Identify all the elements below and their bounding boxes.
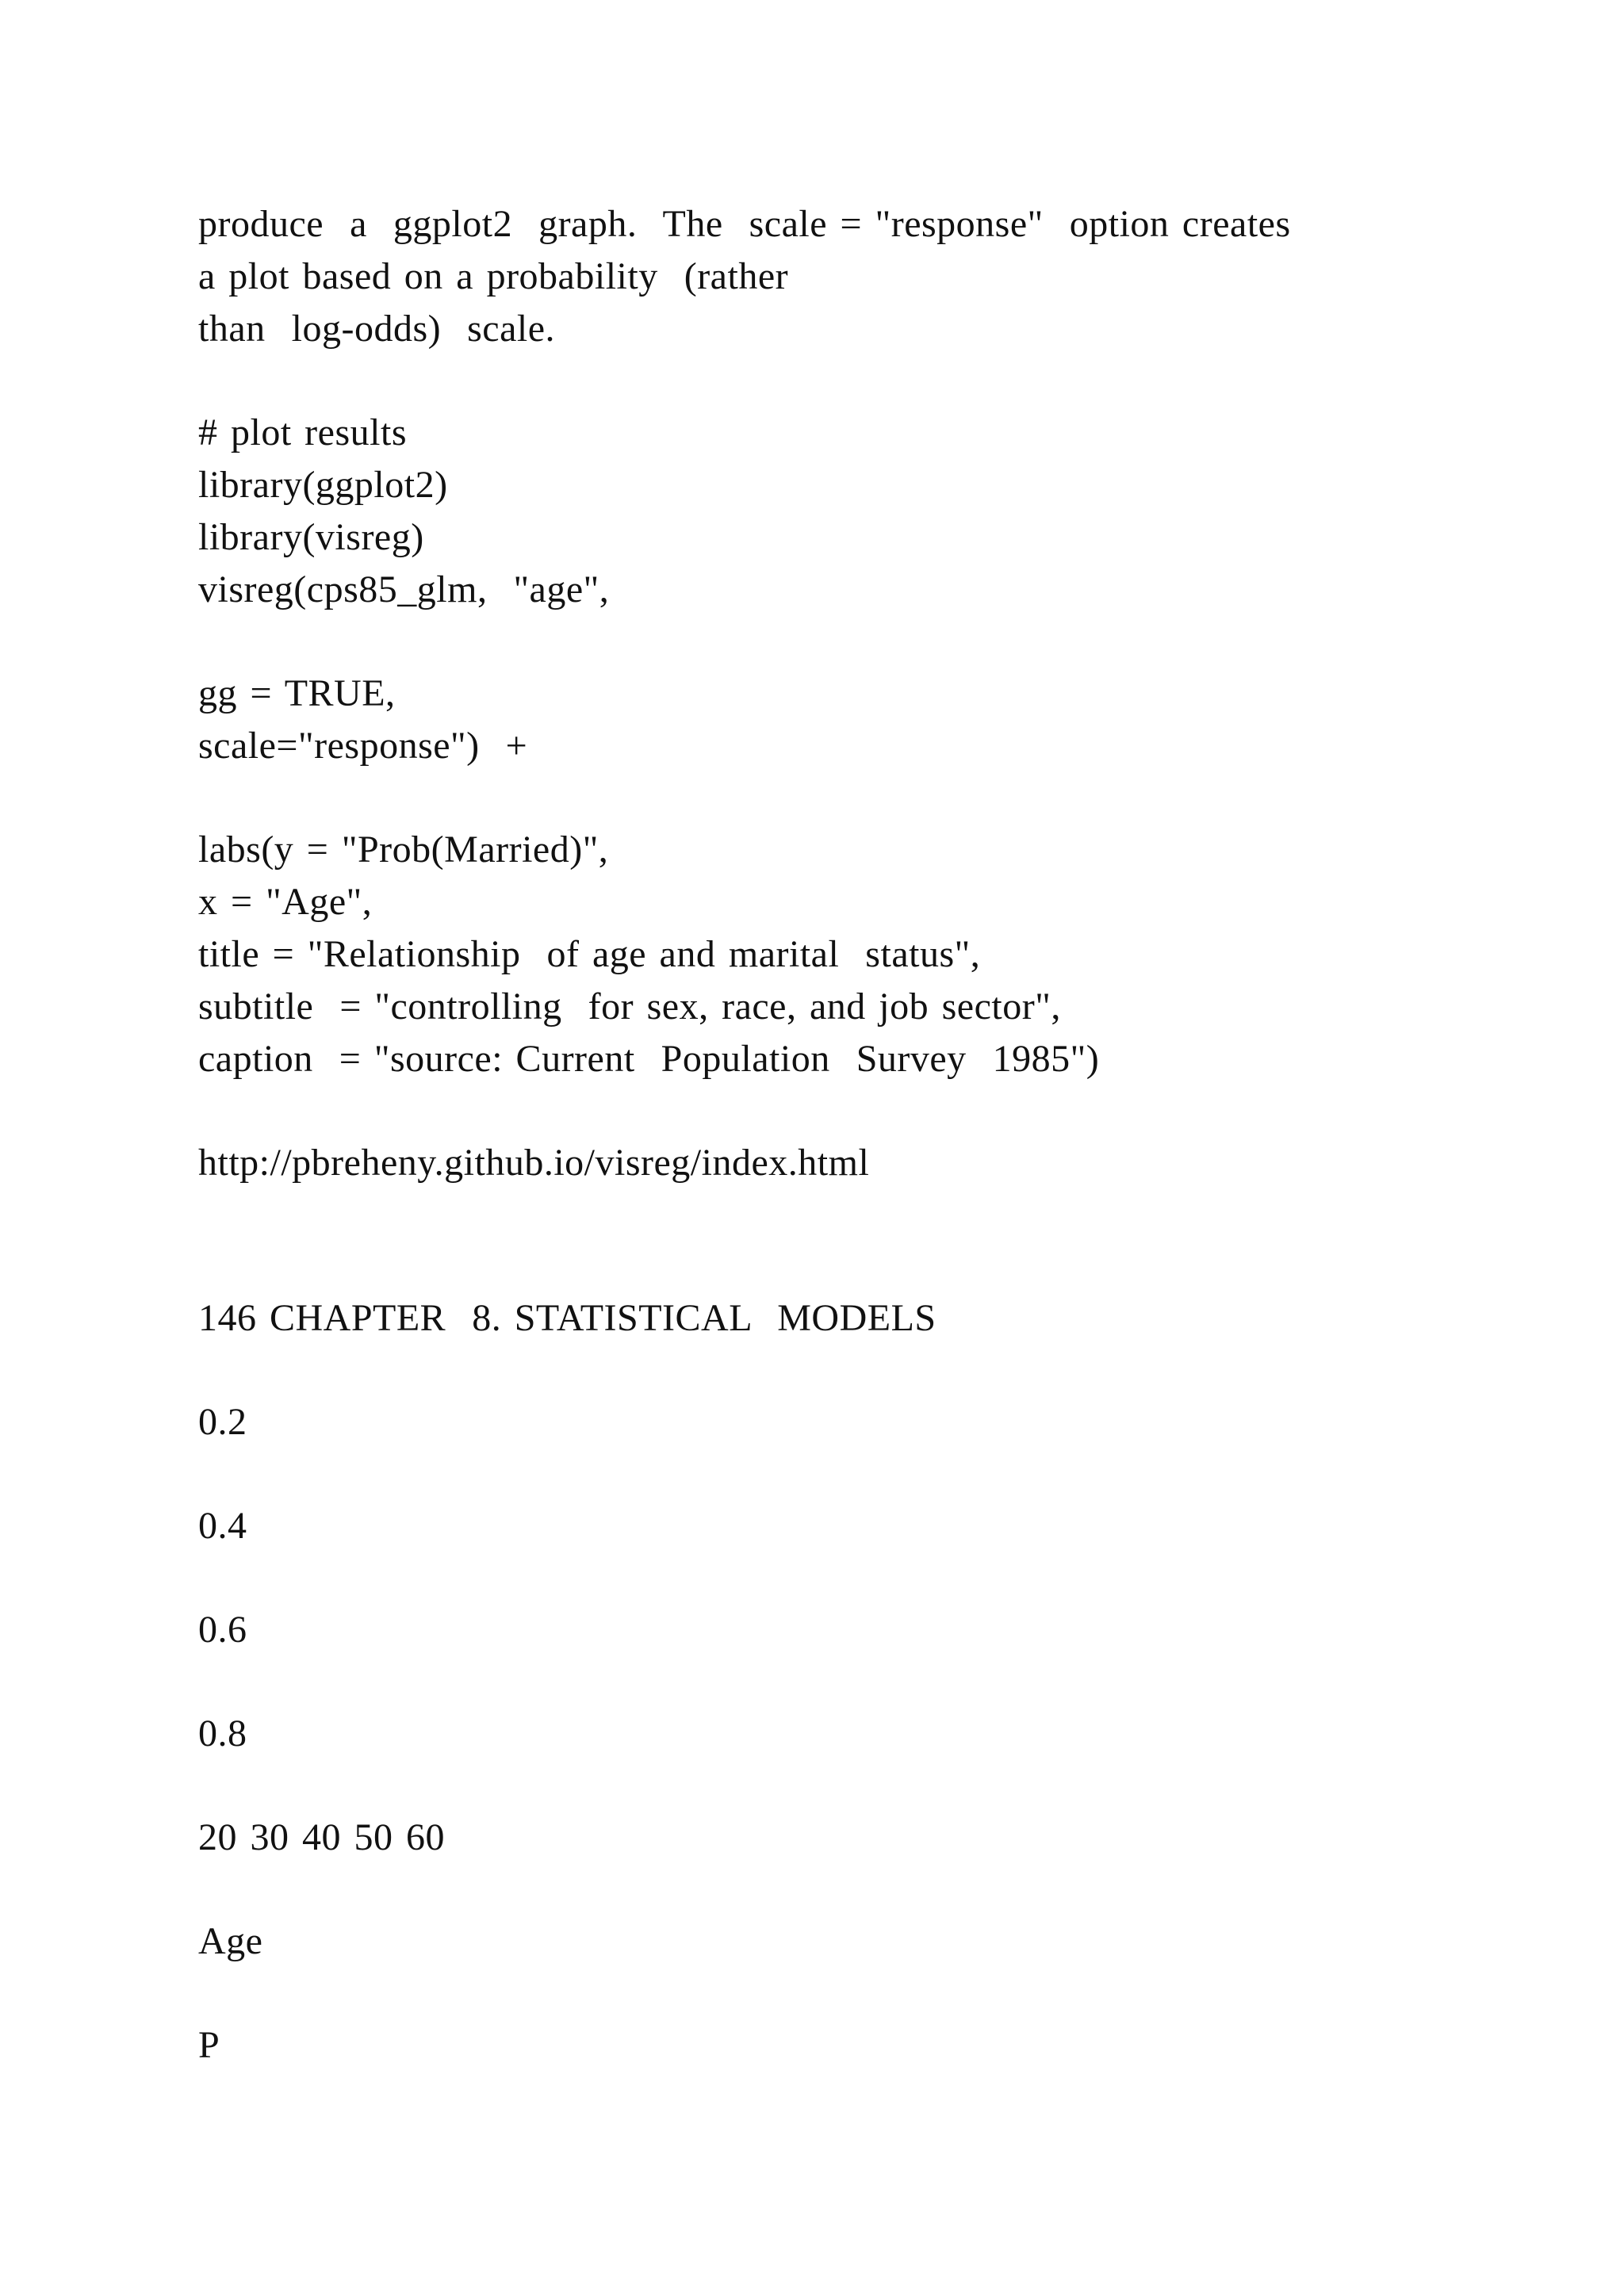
- paragraph-gap: [198, 1760, 1467, 1812]
- paragraph-gap: [198, 1656, 1467, 1708]
- axis-tick-label: 0.8: [198, 1712, 247, 1755]
- url-text: http://pbreheny.github.io/visreg/index.html: [198, 1142, 870, 1184]
- paragraph-gap: [198, 616, 1467, 668]
- paragraph-gap: [198, 1864, 1467, 1915]
- axis-tick-label: 0.6: [198, 1609, 247, 1651]
- code-line: scale="response") +: [198, 725, 528, 767]
- code-line: subtitle = "controlling for sex, race, and job sector",: [198, 985, 1061, 1027]
- axis-label: P: [198, 2024, 220, 2066]
- section-gap: [198, 1189, 1467, 1292]
- text-line: a plot based on a probability (rather: [198, 255, 789, 297]
- paragraph-gap: [198, 1968, 1467, 2019]
- paragraph-gap: [198, 1085, 1467, 1137]
- paragraph-gap: [198, 1448, 1467, 1500]
- code-line: visreg(cps85_glm, "age",: [198, 568, 610, 610]
- axis-tick-label: 0.2: [198, 1401, 247, 1443]
- axis-label: Age: [198, 1920, 263, 1962]
- axis-tick-label: 0.4: [198, 1505, 247, 1547]
- page-header: 146 CHAPTER 8. STATISTICAL MODELS: [198, 1297, 936, 1339]
- paragraph-gap: [198, 1552, 1467, 1604]
- code-line: gg = TRUE,: [198, 672, 396, 714]
- paragraph-gap: [198, 1345, 1467, 1396]
- code-line: caption = "source: Current Population Survey 1985"): [198, 1038, 1100, 1080]
- code-line: x = "Age",: [198, 881, 373, 923]
- code-comment: # plot results: [198, 411, 407, 453]
- code-line: labs(y = "Prob(Married)",: [198, 828, 609, 871]
- paragraph-gap: [198, 772, 1467, 824]
- code-line: library(visreg): [198, 516, 424, 558]
- code-line: library(ggplot2): [198, 464, 448, 506]
- paragraph-gap: [198, 355, 1467, 407]
- axis-tick-labels: 20 30 40 50 60: [198, 1816, 445, 1858]
- text-line: produce a ggplot2 graph. The scale = "response" option creates: [198, 203, 1291, 245]
- text-line: than log-odds) scale.: [198, 308, 556, 350]
- document-page: [198, 198, 1467, 2072]
- code-line: title = "Relationship of age and marital status",: [198, 933, 981, 975]
